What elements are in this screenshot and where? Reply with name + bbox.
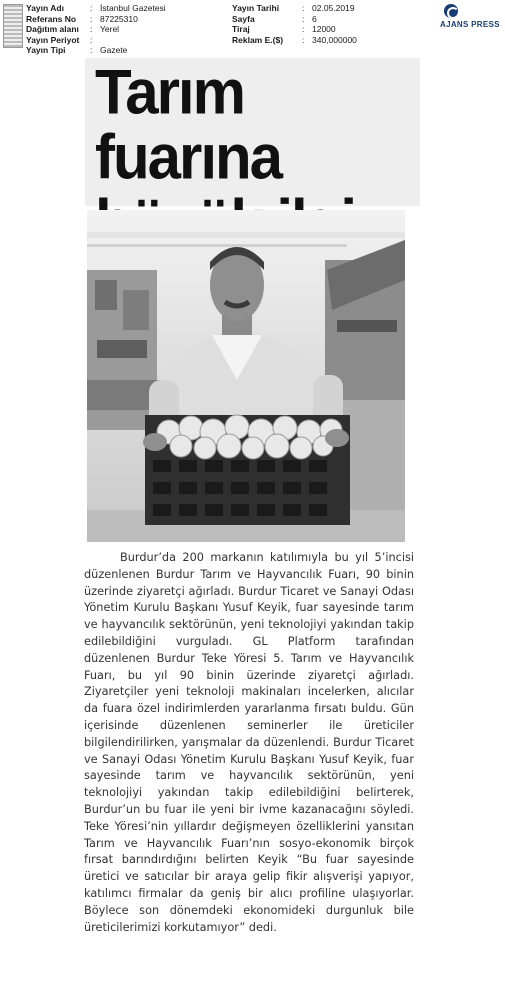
meta-row bbox=[232, 14, 357, 25]
ajans-press-logo-icon bbox=[444, 4, 458, 18]
meta-key: Yayın Tipi bbox=[26, 45, 66, 55]
meta-key: Reklam E.($) bbox=[232, 34, 284, 45]
meta-value: Yerel bbox=[100, 24, 120, 34]
meta-row bbox=[232, 24, 357, 35]
meta-value: 02.05.2019 bbox=[312, 3, 355, 13]
meta-key: Sayfa bbox=[232, 13, 255, 24]
meta-value: Gazete bbox=[100, 45, 128, 55]
meta-separator: : bbox=[90, 45, 93, 55]
meta-key: Referans No bbox=[26, 13, 77, 24]
meta-key: Yayın Tarihi bbox=[232, 3, 280, 13]
headline-line-1: Tarım fuarına bbox=[95, 56, 282, 193]
meta-separator: : bbox=[302, 34, 305, 45]
meta-separator: : bbox=[90, 34, 93, 45]
news-photo bbox=[87, 210, 405, 542]
logo-text: AJANS PRESS bbox=[440, 20, 500, 29]
photo-man-holding-crate-icon bbox=[87, 210, 405, 542]
meta-value: İstanbul Gazetesi bbox=[100, 3, 166, 13]
meta-separator: : bbox=[90, 13, 93, 24]
meta-row bbox=[26, 35, 166, 46]
publication-info-left bbox=[26, 3, 166, 56]
meta-row bbox=[26, 45, 166, 56]
meta-row bbox=[26, 24, 166, 35]
meta-key: Tiraj bbox=[232, 24, 250, 34]
meta-value: 340,000000 bbox=[312, 34, 357, 45]
meta-row bbox=[232, 3, 357, 14]
meta-separator: : bbox=[90, 24, 93, 34]
meta-value: 6 bbox=[312, 13, 317, 24]
meta-value: 87225310 bbox=[100, 13, 138, 24]
meta-key: Yayın Adı bbox=[26, 3, 64, 13]
newspaper-thumbnail bbox=[3, 4, 23, 48]
meta-row bbox=[26, 14, 166, 25]
meta-key: Yayın Periyot bbox=[26, 34, 80, 45]
ajans-press-logo bbox=[440, 4, 500, 32]
meta-separator: : bbox=[90, 3, 93, 13]
article-body: Burdur’da 200 markanın katılımıyla bu yıl 5’incisi düzenlenen Burdur Tarım ve Hayvancılık Fuarı, 90 binin üzerinde ziyaretçi ağırladı. Burdur Ticaret ve Sanayi Odası Yönetim Kurulu Başkanı Yusuf Keyik, fuar sayesinde tarım ve hayvancılık sektörünün, yeni teknolojiyi yakından takip edilebildiğini vurguladı. GL Platform tarafından düzenlenen Burdur Teke Yöresi 5. Tarım ve Hayvancılık Fuarı, bu yıl 90 binin üzerinde ziyaretçi ağırladı. Ziyaretçiler yeni teknoloji makinaları incelerken, alıcılar da fuara özel indirimlerden yararlanma fırsatı buldu. Gün içerisinde düzenlenen seminerler ile üreticiler bilgilendirilirken, yarışmalar da düzenlendi. Burdur Ticaret ve Sanayi Odası Yönetim Kurulu Başkanı Yusuf Keyik, fuar sayesinde tarım ve hayvancılık sektörünün, yeni teknolojiyi yakından takip edilebildiğini belirterek, Burdur’un bu fuar ile yeni bir ivme kazanacağını söyledi. Teke Yöresi’nin yıllardır değişmeyen özelliklerini yansıtan Tarım ve Hayvancılık Fuarı’nın sosyo-ekonomik birçok fırsat barındırdığını belirten Keyik “Bu fuar sayesinde üretici ve satıcılar bir araya gelip fikir alışverişi yapıyor, katılımcı firmalar da geniş bir alıcı profiline ulaşıyorlar. Böylece son dönemdeki ekonomideki durgunluk bile üreticilerimizi korkutamıyor” dedi. bbox=[84, 551, 414, 934]
meta-row bbox=[26, 3, 166, 14]
meta-separator: : bbox=[302, 24, 305, 34]
meta-row bbox=[232, 35, 357, 46]
meta-value: 12000 bbox=[312, 24, 336, 34]
meta-key: Dağıtım alanı bbox=[26, 24, 79, 34]
publication-info-right bbox=[232, 3, 357, 45]
meta-separator: : bbox=[302, 13, 305, 24]
meta-separator: : bbox=[302, 3, 305, 13]
